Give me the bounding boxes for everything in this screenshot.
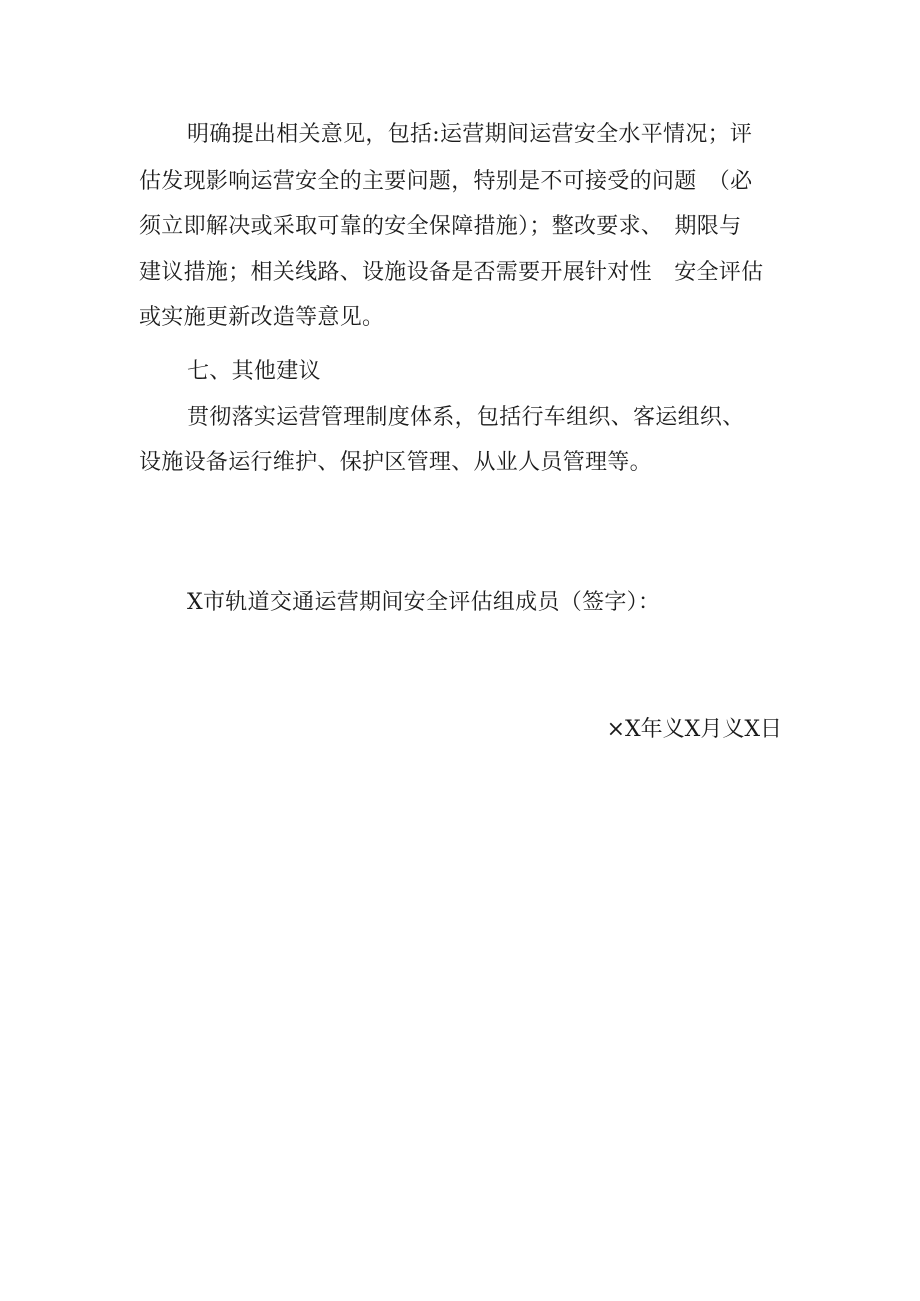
paragraph-line: 明确提出相关意见，包括:运营期间运营安全水平情况；评 (187, 122, 753, 147)
paragraph-line: 建议措施；相关线路、设施设备是否需要开展针对性 安全评估 (139, 260, 764, 285)
paragraph-line: 贯彻落实运营管理制度体系，包括行车组织、客运组织、 (187, 405, 745, 430)
signature-line: X市轨道交通运营期间安全评估组成员（签字）： (187, 590, 661, 615)
paragraph-line: 须立即解决或采取可靠的安全保障措施）；整改要求、 期限与 (139, 214, 742, 239)
paragraph-line: 设施设备运行维护、保护区管理、从业人员管理等。 (139, 450, 652, 475)
document-date: ×X年义X月义X日 (606, 717, 782, 742)
paragraph-line: 或实施更新改造等意见。 (139, 305, 385, 330)
paragraph-line: 估发现影响运营安全的主要问题，特别是不可接受的问题 （必 (139, 169, 753, 194)
section-heading: 七、其他建议 (187, 359, 321, 384)
